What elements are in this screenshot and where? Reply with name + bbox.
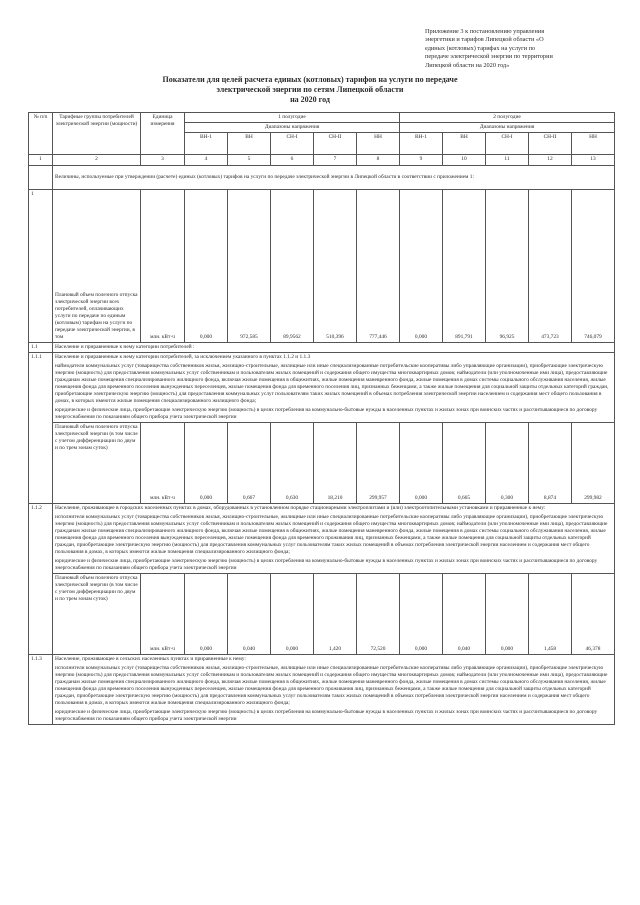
value-cell: 0,630 (271, 423, 314, 504)
header-num: № п/п (29, 113, 53, 155)
category-paragraph: исполнители коммунальных услуг (товарищества собственников жилья, жилищно-строительные, жилищные или иные специализированные потребительские кооперативы либо управляющие организации), приобретающие электрическую энергию (мощность) для предоставления коммунальных услуг собственникам и пользователям жилых помещений и содержания общего имущества многоквартирных домов; наймодатели (или уполномоченные ими лица), предоставляющие гражданам жилые помещения специализированного жилищного фонда, включая жилые помещения в общежитиях, жилые помещения маневренного фонда, жилые помещения в домах системы социального обслуживания населения, жилые помещения фонда для временного поселения вынужденных переселенцев, жилые помещения фонда для временного проживания лиц, признанных беженцами, а также жилые помещения для социальной защиты отдельных категорий граждан, приобретающие электрическую энергию (мощность) для предоставления коммунальных услуг пользователям таких жилых помещений в объемах потребления электрической энергии населением и содержания мест общего пользования в домах, в которых имеются жилые помещения специализированного жилищного фонда; (55, 665, 608, 706)
header-level: ВН-1 (400, 133, 443, 155)
colnum: 10 (443, 155, 486, 166)
value-cell: 972,585 (228, 190, 271, 343)
header-level: ВН (228, 133, 271, 155)
value-cell: 0,040 (228, 574, 271, 655)
category-heading: Население, проживающее в городских населенных пунктах в домах, оборудованных в установленном порядке стационарными электроплитами и (или) электроотопительными установками и приравненные к нему: (55, 505, 546, 511)
value-cell: 0,000 (400, 423, 443, 504)
colnum: 4 (185, 155, 228, 166)
header-level: СН-I (271, 133, 314, 155)
row-num: 1.1.1 (29, 353, 53, 504)
row-num: 1.1.3 (29, 655, 53, 725)
header-ranges-2: Диапазоны напряжения (400, 123, 615, 133)
value-cell: 0,000 (185, 190, 228, 343)
category-description (53, 655, 615, 725)
colnum: 2 (53, 155, 141, 166)
appendix-line: энергетики и тарифов Липецкой области «О (425, 36, 544, 44)
header-half1: 1 полугодие (185, 113, 400, 123)
row-num: 1.1.2 (29, 504, 53, 655)
colnum: 11 (486, 155, 529, 166)
value-cell: 0,040 (443, 574, 486, 655)
value-cell: 0,000 (400, 574, 443, 655)
colnum: 6 (271, 155, 314, 166)
appendix-note (425, 28, 630, 70)
row-unit: млн. кВт·ч (141, 574, 185, 655)
table-row (29, 423, 615, 504)
header-unit: Единица измерения (141, 113, 185, 155)
row-unit: млн. кВт·ч (141, 423, 185, 504)
category-header: Население и приравненные к нему категории потребителей : (53, 343, 615, 353)
header-level: НН (572, 133, 615, 155)
category-paragraph: юридические и физические лица, приобретающие электрическую энергию (мощность) в целях потребления на коммунально-бытовые нужды в населенных пунктах и жилых зонах при воинских частях и рассчитывающиеся по договору энергоснабжения по показаниям общего прибора учета электрической энергии (55, 558, 598, 571)
table-row (29, 574, 615, 655)
value-cell: 18,210 (314, 423, 357, 504)
colnum: 9 (400, 155, 443, 166)
value-cell: 96,925 (486, 190, 529, 343)
category-paragraph: исполнители коммунальных услуг (товарищества собственников жилья, жилищно-строительные, жилищные или иные специализированные потребительские кооперативы либо управляющие организации), приобретающие электрическую энергию (мощность) для предоставления коммунальных услуг собственникам и пользователям жилых помещений и содержания общего имущества многоквартирных домов; наймодатели (или уполномоченные ими лица), предоставляющие гражданам жилые помещения специализированного жилищного фонда, включая жилые помещения в общежитиях, жилые помещения маневренного фонда, жилые помещения в домах системы социального обслуживания населения, жилые помещения фонда для временного поселения вынужденных переселенцев, жилые помещения фонда для временного проживания лиц, признанных беженцами, а также жилые помещения для социальной защиты отдельных категорий граждан, приобретающие электрическую энергию (мощность) для предоставления коммунальных услуг пользователям таких жилых помещений в объемах потребления электрической энергии населением и содержания мест общего пользования в домах, в которых имеются жилые помещения специализированного жилищного фонда; (55, 514, 608, 555)
document-title (130, 75, 490, 105)
row-label: Плановый объем полезного отпуска электрической энергии всех потребителей, оплачивающих услуги по передаче по единым (котловым) тарифам на услуги по передаче электрической энергии, в том (53, 190, 141, 343)
value-cell: 46,378 (572, 574, 615, 655)
value-cell: 0,000 (185, 423, 228, 504)
header-half2: 2 полугодие (400, 113, 615, 123)
value-cell: 0,665 (443, 423, 486, 504)
value-cell: 89,9562 (271, 190, 314, 343)
header-level: СН-II (314, 133, 357, 155)
category-heading: Население, проживающее в сельских населенных пунктах и приравненные к нему: (55, 656, 246, 662)
appendix-line: Приложение 3 к постановлению управления (425, 28, 545, 35)
value-cell: 0,300 (486, 423, 529, 504)
value-cell: 1,458 (529, 574, 572, 655)
row-num: 1.1 (29, 343, 53, 353)
row-unit: млн. кВт·ч (141, 190, 185, 343)
appendix-line: передаче электрической энергии по территории (425, 53, 553, 61)
colnum: 7 (314, 155, 357, 166)
appendix-line: единых (котловых) тарифах на услуги по (425, 44, 536, 52)
colnum: 8 (357, 155, 400, 166)
value-cell: 777,446 (357, 190, 400, 343)
category-paragraph: юридические и физические лица, приобретающие электрическую энергию (мощность) в целях потребления на коммунально-бытовые нужды в населенных пунктах и жилых зонах при воинских частях и рассчитывающиеся по договору энергоснабжения по показаниям общего прибора учета электрической энергии (55, 709, 598, 722)
header-level: НН (357, 133, 400, 155)
colnum: 1 (29, 155, 53, 166)
value-cell: 8,874 (529, 423, 572, 504)
title-line: электрической энергии по сетям Липецкой области (216, 85, 404, 94)
table-row (29, 190, 615, 343)
title-line: на 2020 год (290, 95, 330, 104)
colnum: 13 (572, 155, 615, 166)
value-cell: 891,791 (443, 190, 486, 343)
category-paragraph: юридические и физические лица, приобретающие электрическую энергию (мощность) в целях потребления на коммунально-бытовые нужды в населенных пунктах и жилых зонах при воинских частях и рассчитывающиеся по договору энергоснабжения по показаниям общего прибора учета электрической энергии (55, 407, 598, 420)
value-cell: 299,957 (357, 423, 400, 504)
category-paragraph: наймодатели коммунальных услуг (товарищества собственников жилья, жилищно-строительные, жилищные или иные специализированные потребительские кооперативы либо управляющие организации), приобретающие электрическую энергию (мощность) для предоставления коммунальных услуг собственникам и пользователям жилых помещений и содержания общего имущества многоквартирных домов; наймодатели (или уполномоченные ими лица), предоставляющие гражданам жилые помещения специализированного жилищного фонда, включая жилые помещения в общежитиях, жилые помещения маневренного фонда, жилые помещения в домах системы социального обслуживания населения, жилые помещения фонда для временного поселения вынужденных переселенцев, жилые помещения фонда для временного поселения лиц, признанных беженцами, а также жилые помещения для социальной защиты отдельных категорий граждан, приобретающие электрическую энергию (мощность) для предоставления коммунальных услуг пользователям таких жилых помещений в объемах потребления электрической энергии населением и содержания мест общего пользования в домах, в которых имеются жилые помещения специализированного жилищного фонда; (55, 363, 609, 404)
tariff-table (28, 112, 615, 725)
colnum: 3 (141, 155, 185, 166)
value-cell: 0,000 (185, 574, 228, 655)
section1-num (29, 166, 53, 190)
section1-text: Величины, используемые при утверждении (расчете) единых (котловых) тарифов на услуги по передаче электрической энергии в Липецкой области в соответствии с приложением 1: (53, 166, 615, 190)
row-num: 1 (29, 190, 53, 343)
value-cell: 72,520 (357, 574, 400, 655)
value-cell: 1,420 (314, 574, 357, 655)
header-level: ВН-1 (185, 133, 228, 155)
header-group: Тарифные группы потребителей электрической энергии (мощности) (53, 113, 141, 155)
category-description (53, 504, 615, 574)
row-label: Плановый объем полезного отпуска электрической энергии (в том числе с учетом дифференциации по двум и по трем зонам суток) (53, 423, 141, 504)
value-cell: 299,982 (572, 423, 615, 504)
value-cell: 510,396 (314, 190, 357, 343)
category-description (53, 353, 615, 423)
header-level: ВН (443, 133, 486, 155)
category-heading: Население и приравненные к нему категории потребителей, за исключением указанного в пунктах 1.1.2 и 1.1.3 (55, 354, 311, 360)
colnum: 12 (529, 155, 572, 166)
header-level: СН-II (529, 133, 572, 155)
header-level: СН-I (486, 133, 529, 155)
appendix-line: Липецкой области на 2020 год» (425, 61, 510, 69)
title-line: Показатели для целей расчета единых (котловых) тарифов на услуги по передаче (162, 75, 458, 84)
value-cell: 473,723 (529, 190, 572, 343)
value-cell: 0,000 (271, 574, 314, 655)
colnum: 5 (228, 155, 271, 166)
value-cell: 0,000 (486, 574, 529, 655)
value-cell: 0,667 (228, 423, 271, 504)
value-cell: 0,000 (400, 190, 443, 343)
row-label: Плановый объем полезного отпуска электрической энергии (в том числе с учетом дифференциации по двум и по трем зонам суток) (53, 574, 141, 655)
header-ranges-1: Диапазоны напряжения (185, 123, 400, 133)
value-cell: 746,079 (572, 190, 615, 343)
